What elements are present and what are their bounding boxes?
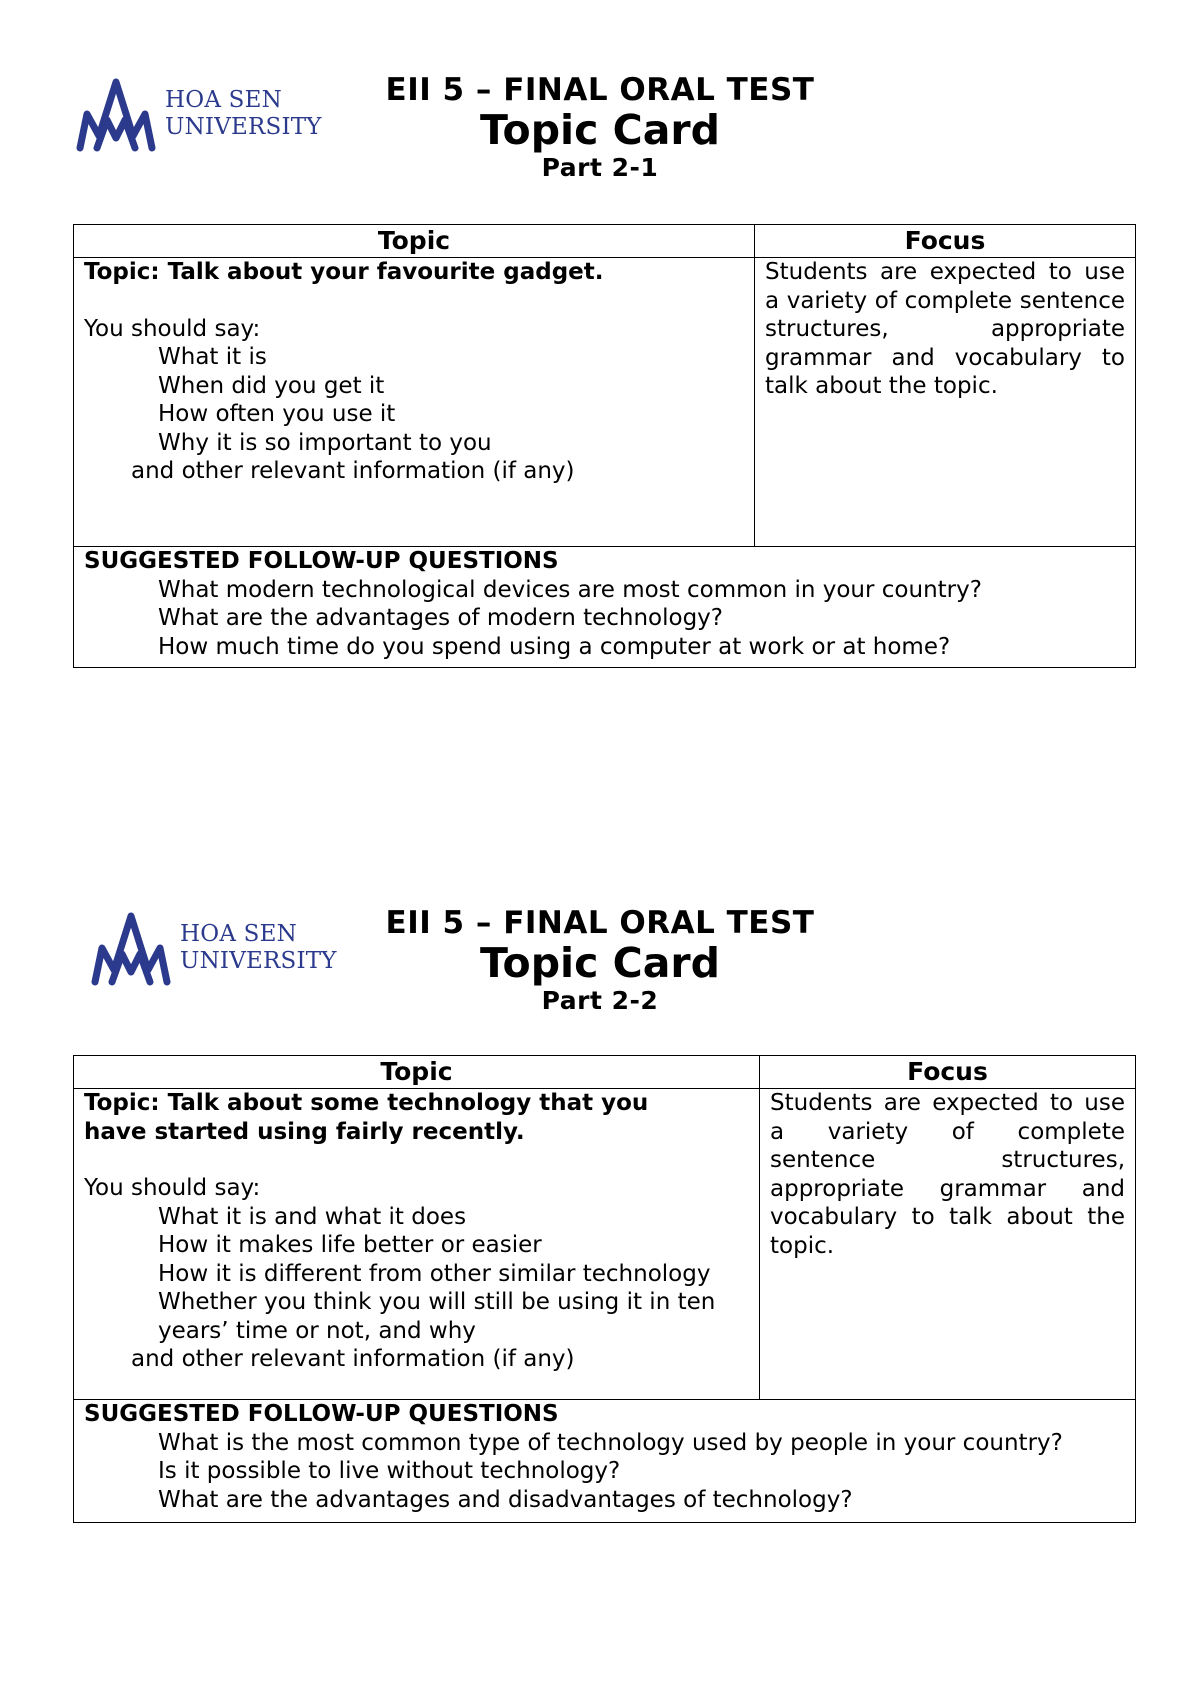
topic-table [73, 1055, 1136, 1523]
topic-line: have started using fairly recently. [84, 1118, 525, 1145]
lotus-logo-icon [75, 74, 157, 154]
exam-title: EII 5 – FINAL ORAL TEST [385, 72, 815, 108]
followup-heading: SUGGESTED FOLLOW-UP QUESTIONS [84, 1401, 559, 1427]
prompt-item: When did you get it [158, 372, 385, 399]
topic-cell [74, 1089, 760, 1400]
logo-line-2: UNIVERSITY [180, 948, 337, 974]
prompt-item: How it is different from other similar technology [158, 1260, 711, 1287]
card-title: Topic Card [480, 106, 720, 154]
card-header [290, 906, 910, 1016]
focus-cell: Students are expected to use a variety of complete sentence structures, appropriate grammar and vocabulary to talk about the topic. [760, 1089, 1136, 1400]
part-label: Part 2-1 [541, 153, 659, 182]
followup-question: What are the advantages of modern technology? [158, 605, 724, 631]
exam-title: EII 5 – FINAL ORAL TEST [385, 905, 815, 941]
topic-cell [74, 258, 755, 547]
prompt-item: Why it is so important to you [158, 429, 492, 456]
should-say-label: You should say: [84, 1175, 261, 1201]
prompt-item: years’ time or not, and why [158, 1317, 476, 1344]
followup-question: How much time do you spend using a computer at work or at home? [158, 633, 951, 660]
followup-question: What modern technological devices are most common in your country? [158, 576, 982, 603]
university-logo [75, 74, 322, 154]
logo-line-1: HOA SEN [180, 921, 297, 947]
card-header [300, 73, 900, 183]
prompt-item: Whether you think you will still be using it in ten [158, 1289, 716, 1315]
lotus-logo-icon [90, 908, 172, 988]
should-say-label: You should say: [84, 315, 261, 342]
topic-line: Topic: Talk about some technology that you [84, 1090, 649, 1116]
followup-cell [74, 1400, 1136, 1523]
column-header-topic: Topic [74, 1056, 760, 1089]
logo-line-2: UNIVERSITY [165, 114, 322, 140]
prompt-item: What it is [158, 344, 267, 370]
column-header-topic: Topic [74, 225, 755, 258]
part-label: Part 2-2 [541, 986, 659, 1015]
topic-table [73, 224, 1136, 668]
prompt-item: How it makes life better or easier [158, 1232, 542, 1258]
followup-question: What are the advantages and disadvantages of technology? [158, 1486, 853, 1513]
focus-cell: Students are expected to use a variety of complete sentence structures, appropriate grammar and vocabulary to talk about the topic. [755, 258, 1136, 547]
prompt-item: What it is and what it does [158, 1203, 467, 1230]
closing-line: and other relevant information (if any) [131, 458, 575, 484]
followup-question: Is it possible to live without technology? [158, 1458, 621, 1484]
closing-line: and other relevant information (if any) [131, 1346, 575, 1372]
topic-line: Topic: Talk about your favourite gadget. [84, 259, 604, 285]
followup-question: What is the most common type of technology used by people in your country? [158, 1429, 1063, 1456]
card-title: Topic Card [480, 939, 720, 987]
followup-cell [74, 547, 1136, 668]
followup-heading: SUGGESTED FOLLOW-UP QUESTIONS [84, 548, 559, 574]
prompt-item: How often you use it [158, 401, 396, 427]
column-header-focus: Focus [760, 1056, 1136, 1089]
logo-line-1: HOA SEN [165, 87, 282, 113]
column-header-focus: Focus [755, 225, 1136, 258]
